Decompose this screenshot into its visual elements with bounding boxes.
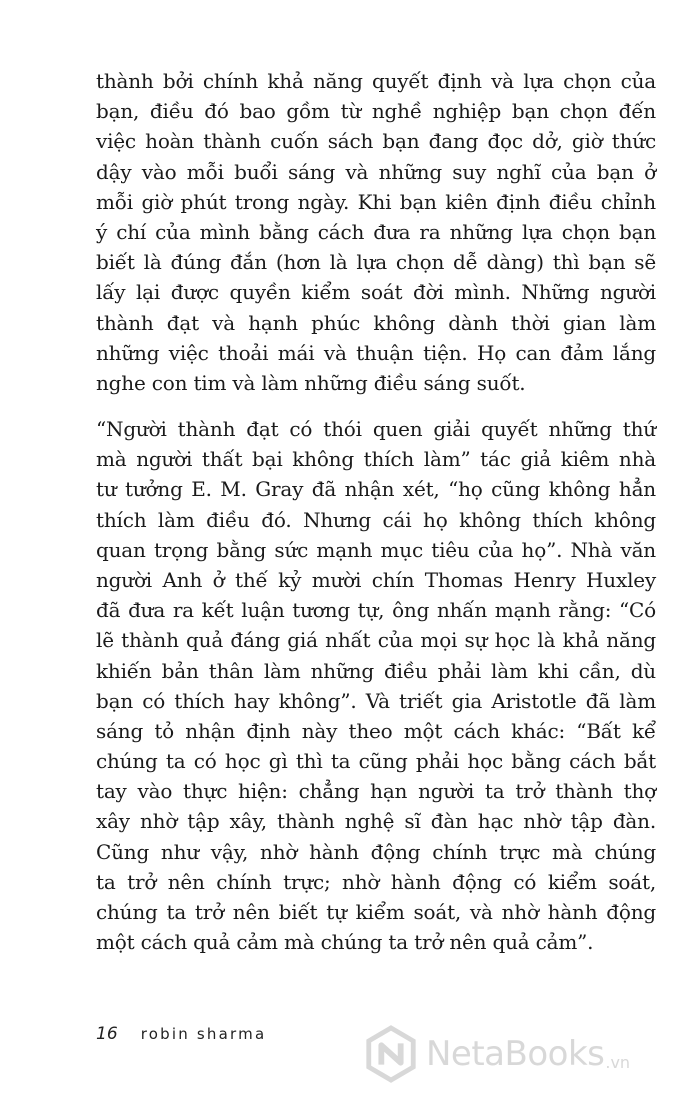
netabooks-logo-icon [362,1025,420,1083]
text-line: ta trở nên chính trực; nhờ hành động có kiểm soát, [96,869,656,894]
text-line: một cách quả cảm mà chúng ta trở nên quả cảm”. [96,930,594,955]
text-line: xây nhờ tập xây, thành nghệ sĩ đàn hạc nhờ tập đàn. [96,809,656,834]
text-line: những việc thoải mái và thuận tiện. Họ can đảm lắng [96,340,656,365]
text-line: người Anh ở thế kỷ mười chín Thomas Henry Huxley [96,567,656,592]
text-line: dậy vào mỗi buổi sáng và những suy nghĩ của bạn ở [96,159,656,184]
paragraph-1 [96,66,656,398]
text-line: lấy lại được quyền kiểm soát đời mình. Những người [96,280,656,305]
text-line: lẽ thành quả đáng giá nhất của mọi sự học là khả năng [96,628,656,653]
paragraph-2 [96,414,656,957]
text-line: việc hoàn thành cuốn sách bạn đang đọc dở, giờ thức [96,129,656,154]
page-number: 16 [96,1024,118,1044]
text-line: thích làm điều đó. Nhưng cái họ không thích không [96,507,656,532]
text-line: khiến bản thân làm những điều phải làm khi cần, dù [96,658,656,683]
author-name: robin sharma [140,1025,267,1043]
page-footer [96,1024,266,1044]
text-line: biết là đúng đắn (hơn là lựa chọn dễ dàng) thì bạn sẽ [96,250,656,275]
text-line: mà người thất bại không thích làm” tác giả kiêm nhà [96,447,656,472]
text-line: đã đưa ra kết luận tương tự, ông nhấn mạnh rằng: “Có [96,598,656,623]
watermark-suffix: .vn [605,1053,631,1072]
text-line: Cũng như vậy, nhờ hành động chính trực mà chúng [96,839,656,864]
text-line: thành đạt và hạnh phúc không dành thời gian làm [96,310,656,335]
text-line: thành bởi chính khả năng quyết định và lựa chọn của [96,69,656,93]
text-line: ý chí của mình bằng cách đưa ra những lựa chọn bạn [96,219,656,244]
text-line: chúng ta có học gì thì ta cũng phải học bằng cách bắt [96,749,656,774]
text-line: bạn có thích hay không”. Và triết gia Aristotle đã làm [96,688,656,713]
text-line: tay vào thực hiện: chẳng hạn người ta trở thành thợ [96,779,656,804]
watermark [362,1024,630,1084]
watermark-text: NetaBooks [426,1034,605,1074]
text-line: bạn, điều đó bao gồm từ nghề nghiệp bạn chọn đến [96,99,656,124]
text-line: tư tưởng E. M. Gray đã nhận xét, “họ cũng không hẳn [96,477,656,502]
text-line: chúng ta trở nên biết tự kiểm soát, và nhờ hành động [96,900,656,924]
text-line: mỗi giờ phút trong ngày. Khi bạn kiên định điều chỉnh [96,189,656,214]
text-line: sáng tỏ nhận định này theo một cách khác: “Bất kể [96,718,656,743]
text-line: quan trọng bằng sức mạnh mục tiêu của họ”. Nhà văn [96,537,656,562]
text-line: nghe con tim và làm những điều sáng suốt. [96,370,526,395]
text-line: “Người thành đạt có thói quen giải quyết những thứ [96,417,656,441]
